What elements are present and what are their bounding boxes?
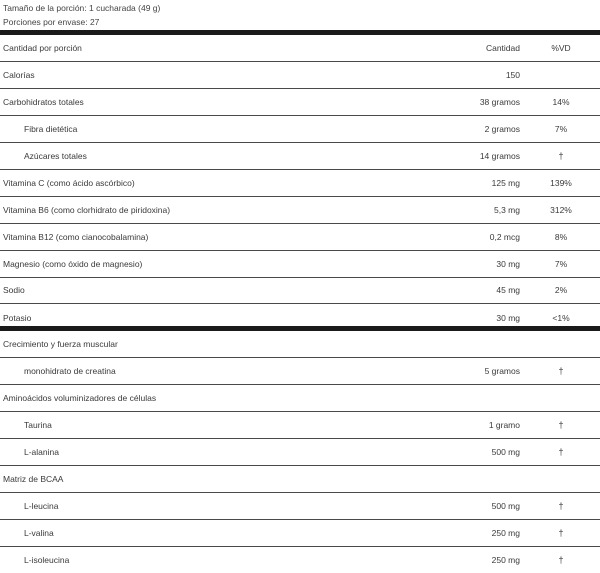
header-amount: Cantidad bbox=[440, 35, 522, 62]
nutrient-dv: 8% bbox=[522, 223, 600, 250]
nutrient-amount: 30 mg bbox=[496, 312, 520, 323]
blend-row-taurine bbox=[0, 412, 600, 439]
nutrient-dv: 312% bbox=[522, 196, 600, 223]
blend-amount: 5 gramos bbox=[440, 358, 522, 385]
blend-row-l-valine bbox=[0, 519, 600, 546]
blend-dv: † bbox=[522, 492, 600, 519]
blend-dv: † bbox=[522, 519, 600, 546]
blend-dv: † bbox=[558, 554, 564, 565]
blend-amount: 250 mg bbox=[440, 519, 522, 546]
blend-name: Taurina bbox=[24, 420, 52, 431]
nutrient-name: Vitamina C (como ácido ascórbico) bbox=[3, 177, 135, 188]
blend-row-l-alanine bbox=[0, 439, 600, 466]
nutrient-row-sugars bbox=[0, 143, 600, 170]
blend-header-muscle-growth bbox=[0, 331, 600, 358]
blend-name: L-valina bbox=[24, 527, 54, 538]
blend-name: Aminoácidos voluminizadores de células bbox=[3, 393, 157, 404]
blend-amount bbox=[440, 385, 522, 412]
nutrient-row-carbohydrates bbox=[0, 89, 600, 116]
blend-name: L-isoleucina bbox=[24, 554, 70, 565]
nutrient-row-calories bbox=[0, 62, 600, 89]
nutrient-amount: 45 mg bbox=[440, 277, 522, 304]
blend-dv: † bbox=[522, 439, 600, 466]
nutrient-amount: 150 bbox=[440, 62, 522, 89]
blend-row-l-isoleucine bbox=[0, 546, 600, 573]
header-amount-per-serving: Cantidad por porción bbox=[3, 43, 82, 54]
blend-dv: † bbox=[522, 358, 600, 385]
blend-amount bbox=[440, 331, 522, 358]
nutrient-dv: <1% bbox=[552, 312, 570, 323]
header-daily-value: %VD bbox=[522, 35, 600, 62]
nutrient-amount: 5,3 mg bbox=[440, 196, 522, 223]
nutrient-amount: 0,2 mcg bbox=[440, 223, 522, 250]
blend-amount: 1 gramo bbox=[440, 412, 522, 439]
nutrient-name: Calorías bbox=[3, 70, 35, 81]
blend-header-bcaa-matrix bbox=[0, 465, 600, 492]
nutrient-dv: 139% bbox=[522, 169, 600, 196]
servings-per-container: Porciones por envase: 27 bbox=[3, 17, 100, 27]
nutrition-table bbox=[0, 35, 600, 331]
nutrient-name: Carbohidratos totales bbox=[3, 97, 84, 108]
nutrient-dv: 14% bbox=[522, 89, 600, 116]
nutrient-amount: 125 mg bbox=[440, 169, 522, 196]
blend-name: Crecimiento y fuerza muscular bbox=[3, 339, 118, 350]
blend-name: L-leucina bbox=[24, 500, 59, 511]
nutrient-name: Vitamina B12 (como cianocobalamina) bbox=[3, 231, 149, 242]
nutrient-row-vitamin-b12 bbox=[0, 223, 600, 250]
blend-amount: 250 mg bbox=[491, 554, 520, 565]
nutrient-name: Azúcares totales bbox=[24, 151, 87, 161]
blend-dv: † bbox=[522, 412, 600, 439]
nutrient-row-vitamin-b6 bbox=[0, 196, 600, 223]
nutrient-name: Vitamina B6 (como clorhidrato de piridoxina) bbox=[3, 204, 171, 215]
blend-dv bbox=[522, 465, 600, 492]
nutrient-row-fiber bbox=[0, 116, 600, 143]
nutrient-dv: † bbox=[522, 143, 600, 170]
blend-row-creatine bbox=[0, 358, 600, 385]
blend-amount: 500 mg bbox=[440, 439, 522, 466]
nutrient-dv bbox=[522, 62, 600, 89]
nutrient-amount: 38 gramos bbox=[440, 89, 522, 116]
table-header-row bbox=[0, 35, 600, 62]
nutrient-name: Potasio bbox=[3, 312, 32, 323]
nutrient-amount: 14 gramos bbox=[440, 143, 522, 170]
nutrient-name: Magnesio (como óxido de magnesio) bbox=[3, 258, 143, 269]
blend-name: Matriz de BCAA bbox=[3, 473, 64, 484]
nutrient-row-magnesium bbox=[0, 250, 600, 277]
blend-table bbox=[0, 331, 600, 573]
nutrient-dv: 7% bbox=[522, 250, 600, 277]
nutrient-dv: 2% bbox=[522, 277, 600, 304]
blend-amount bbox=[440, 465, 522, 492]
blend-name: L-alanina bbox=[24, 447, 59, 457]
blend-header-amino-acids bbox=[0, 385, 600, 412]
nutrient-row-sodium bbox=[0, 277, 600, 304]
blend-dv bbox=[522, 385, 600, 412]
nutrient-amount: 30 mg bbox=[440, 250, 522, 277]
blend-amount: 500 mg bbox=[440, 492, 522, 519]
nutrient-name: Sodio bbox=[3, 285, 25, 296]
blend-dv bbox=[522, 331, 600, 358]
blend-name: monohidrato de creatina bbox=[24, 366, 116, 377]
serving-size: Tamaño de la porción: 1 cucharada (49 g) bbox=[3, 3, 161, 13]
nutrient-dv: 7% bbox=[522, 116, 600, 143]
nutrient-name: Fibra dietética bbox=[24, 124, 78, 135]
nutrient-row-vitamin-c bbox=[0, 169, 600, 196]
nutrient-amount: 2 gramos bbox=[440, 116, 522, 143]
blend-row-l-leucine bbox=[0, 492, 600, 519]
